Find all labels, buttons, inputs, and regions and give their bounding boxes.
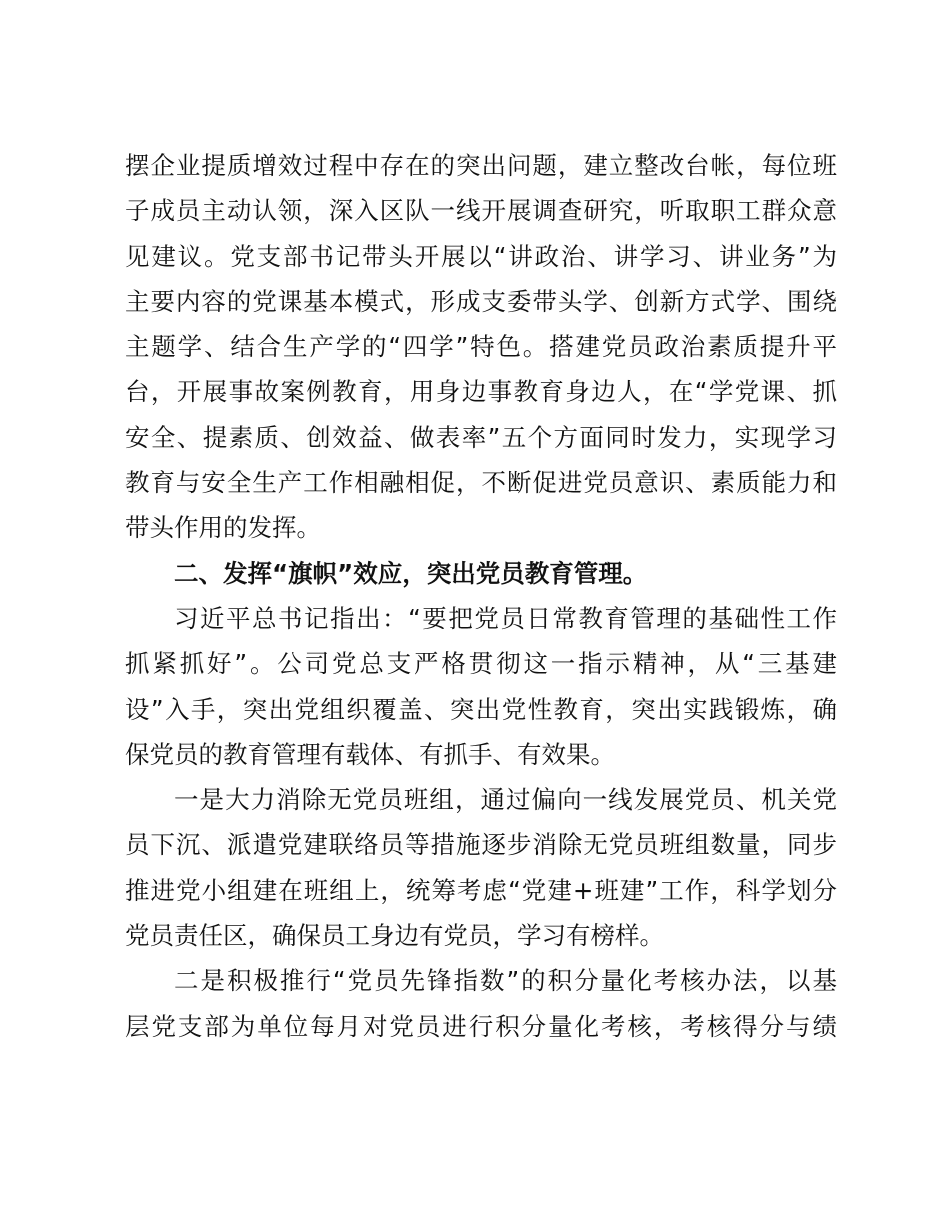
body-line: 保党员的教育管理有载体、有抓手、有效果。 [125,739,615,769]
body-line: 见建议。党支部书记带头开展以“讲政治、讲学习、讲业务”为 [125,241,837,271]
body-line: 设”入手，突出党组织覆盖、突出党性教育，突出实践锻炼，确 [125,694,837,724]
body-line: 一是大力消除无党员班组，通过偏向一线发展党员、机关党 [174,785,837,815]
body-line: 带头作用的发挥。 [125,513,321,543]
body-line: 层党支部为单位每月对党员进行积分量化考核，考核得分与绩 [125,1011,837,1041]
body-line: 台，开展事故案例教育，用身边事教育身边人，在“学党课、抓 [125,377,837,407]
body-line: 摆企业提质增效过程中存在的突出问题，建立整改台帐，每位班 [125,151,837,180]
body-line: 安全、提素质、创效益、做表率”五个方面同时发力，实现学习 [125,422,837,452]
body-line: 推进党小组建在班组上，统筹考虑“党建+班建”工作，科学划分 [125,875,837,905]
body-line: 党员责任区，确保员工身边有党员，学习有榜样。 [125,921,664,951]
body-line: 二是积极推行“党员先锋指数”的积分量化考核办法，以基 [174,966,837,996]
section-heading: 二、发挥“旗帜”效应，突出党员教育管理。 [174,558,648,588]
body-line: 教育与安全生产工作相融相促，不断促进党员意识、素质能力和 [125,468,837,498]
document-body [125,143,837,1049]
body-line: 主要内容的党课基本模式，形成支委带头学、创新方式学、围绕 [125,286,837,316]
body-line: 主题学、结合生产学的“四学”特色。搭建党员政治素质提升平 [125,332,837,362]
body-line: 员下沉、派遣党建联络员等措施逐步消除无党员班组数量，同步 [125,830,837,860]
body-line: 子成员主动认领，深入区队一线开展调查研究，听取职工群众意 [125,196,837,226]
body-line: 习近平总书记指出：“要把党员日常教育管理的基础性工作 [174,603,837,633]
body-line: 抓紧抓好”。公司党总支严格贯彻这一指示精神，从“三基建 [125,649,837,679]
